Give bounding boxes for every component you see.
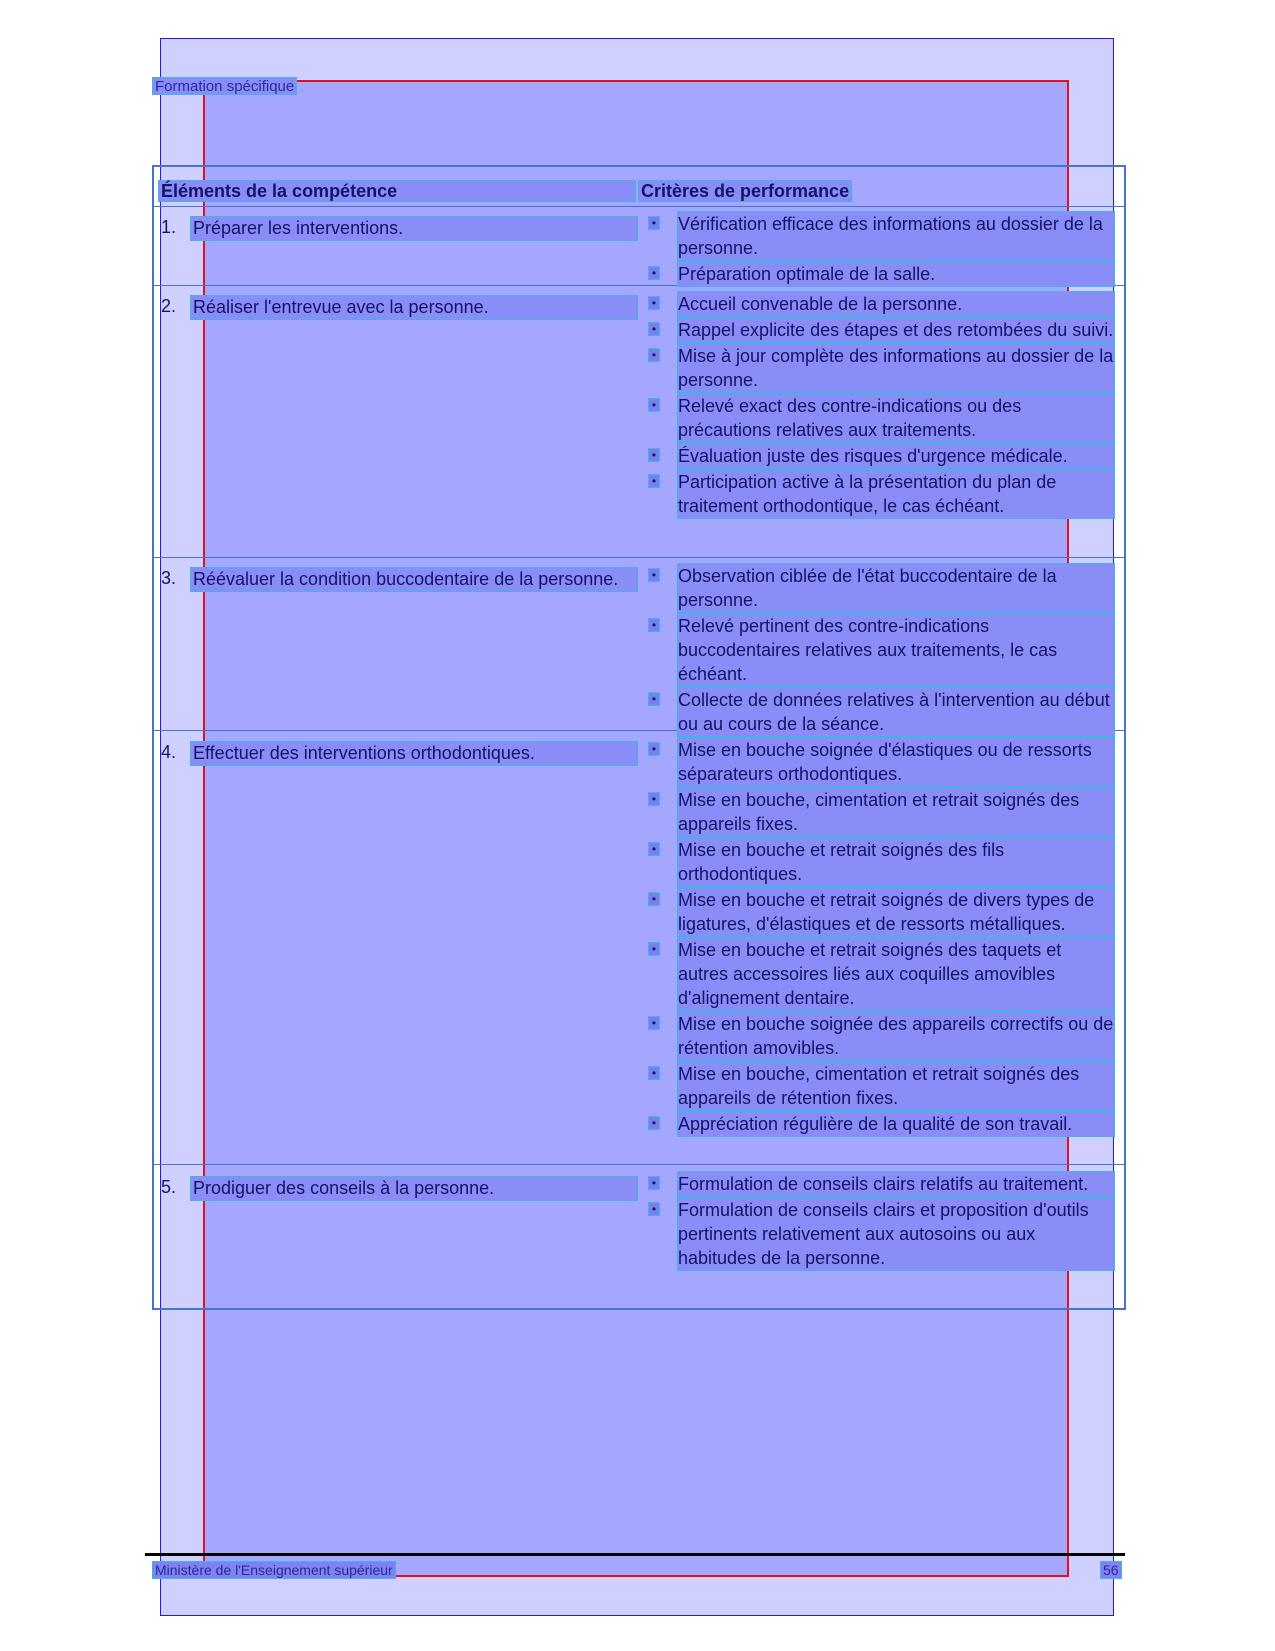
bullet-icon: • bbox=[648, 266, 660, 280]
row-divider bbox=[152, 1164, 1126, 1165]
criterion-text: Évaluation juste des risques d'urgence médicale. bbox=[678, 444, 1114, 468]
criterion-text: Rappel explicite des étapes et des retombées du suivi. bbox=[678, 320, 1114, 340]
criterion-text: Relevé pertinent des contre-indications buccodentaires relatives aux traitements, le cas échéant. bbox=[678, 614, 1114, 686]
criterion-item bbox=[648, 1172, 1114, 1196]
element-text: Effectuer des interventions orthodontiques. bbox=[190, 741, 638, 766]
criterion-text: Observation ciblée de l'état buccodentaire de la personne. bbox=[678, 564, 1114, 612]
row-divider bbox=[152, 557, 1126, 558]
header-elements: Éléments de la compétence bbox=[158, 180, 636, 202]
element-text: Réaliser l'entrevue avec la personne. bbox=[190, 295, 638, 320]
criterion-item bbox=[648, 838, 1114, 886]
row-divider bbox=[152, 206, 1126, 207]
element-text: Réévaluer la condition buccodentaire de la personne. bbox=[190, 567, 638, 592]
bullet-icon: • bbox=[648, 618, 660, 632]
bullet-icon: • bbox=[648, 942, 660, 956]
bullet-icon: • bbox=[648, 348, 660, 362]
bullet-icon: • bbox=[648, 1116, 660, 1130]
bullet-icon: • bbox=[648, 1202, 660, 1216]
criterion-text: Mise en bouche soignée d'élastiques ou de ressorts séparateurs orthodontiques. bbox=[678, 738, 1114, 786]
element-text: Préparer les interventions. bbox=[190, 216, 638, 241]
criterion-item bbox=[648, 344, 1114, 392]
criterion-item bbox=[648, 1062, 1114, 1110]
bullet-icon: • bbox=[648, 792, 660, 806]
criterion-text: Collecte de données relatives à l'intervention au début ou au cours de la séance. bbox=[678, 688, 1114, 736]
criterion-item bbox=[648, 688, 1114, 736]
criterion-item bbox=[648, 212, 1114, 260]
criterion-item bbox=[648, 1012, 1114, 1060]
bullet-icon: • bbox=[648, 322, 660, 336]
criterion-text: Mise en bouche et retrait soignés des taquets et autres accessoires liés aux coquilles amovibles d'alignement dentaire. bbox=[678, 938, 1114, 1010]
criterion-text: Formulation de conseils clairs et proposition d'outils pertinents relativement aux autosoins ou aux habitudes de la personne. bbox=[678, 1198, 1114, 1270]
criterion-text: Accueil convenable de la personne. bbox=[678, 292, 1114, 316]
criterion-text: Vérification efficace des informations au dossier de la personne. bbox=[678, 212, 1114, 260]
criterion-item bbox=[648, 738, 1114, 786]
criteria-list bbox=[648, 292, 1114, 520]
bullet-icon: • bbox=[648, 568, 660, 582]
bullet-icon: • bbox=[648, 892, 660, 906]
element-number: 5. bbox=[161, 1177, 177, 1197]
criteria-list bbox=[648, 1172, 1114, 1272]
criterion-item bbox=[648, 888, 1114, 936]
criterion-text: Appréciation régulière de la qualité de son travail. bbox=[678, 1112, 1114, 1136]
criteria-list bbox=[648, 738, 1114, 1138]
bullet-icon: • bbox=[648, 296, 660, 310]
element-number: 1. bbox=[161, 217, 177, 237]
footer-ministry: Ministère de l'Enseignement supérieur bbox=[152, 1561, 396, 1579]
header-criteria: Critères de performance bbox=[638, 180, 852, 202]
criterion-item bbox=[648, 292, 1114, 316]
criterion-text: Formulation de conseils clairs relatifs au traitement. bbox=[678, 1172, 1114, 1196]
element-number: 2. bbox=[161, 296, 177, 316]
element-number: 4. bbox=[161, 742, 177, 762]
criterion-item bbox=[648, 262, 1114, 286]
criterion-text: Relevé exact des contre-indications ou des précautions relatives aux traitements. bbox=[678, 394, 1114, 442]
criteria-list bbox=[648, 564, 1114, 738]
criterion-item bbox=[648, 1198, 1114, 1270]
criterion-item bbox=[648, 394, 1114, 442]
criterion-text: Participation active à la présentation du plan de traitement orthodontique, le cas échéant. bbox=[678, 470, 1114, 518]
criterion-text: Mise en bouche soignée des appareils correctifs ou de rétention amovibles. bbox=[678, 1014, 1114, 1058]
element-text: Prodiguer des conseils à la personne. bbox=[190, 1176, 638, 1201]
bullet-icon: • bbox=[648, 216, 660, 230]
criterion-item bbox=[648, 564, 1114, 612]
bullet-icon: • bbox=[648, 692, 660, 706]
bullet-icon: • bbox=[648, 842, 660, 856]
section-title: Formation spécifique bbox=[152, 77, 297, 95]
bullet-icon: • bbox=[648, 1016, 660, 1030]
page-number: 56 bbox=[1100, 1561, 1122, 1579]
bullet-icon: • bbox=[648, 1066, 660, 1080]
bullet-icon: • bbox=[648, 448, 660, 462]
criterion-item bbox=[648, 788, 1114, 836]
element-number: 3. bbox=[161, 568, 177, 588]
criterion-text: Mise en bouche, cimentation et retrait soignés des appareils fixes. bbox=[678, 788, 1114, 836]
criterion-text: Mise en bouche et retrait soignés des fils orthodontiques. bbox=[678, 838, 1114, 886]
criterion-item bbox=[648, 470, 1114, 518]
criterion-item bbox=[648, 444, 1114, 468]
criterion-item bbox=[648, 318, 1114, 342]
criteria-list bbox=[648, 212, 1114, 288]
criterion-text: Mise à jour complète des informations au dossier de la personne. bbox=[678, 346, 1114, 390]
bullet-icon: • bbox=[648, 398, 660, 412]
criterion-item bbox=[648, 1112, 1114, 1136]
footer-rule bbox=[145, 1553, 1125, 1556]
criterion-text: Mise en bouche, cimentation et retrait soignés des appareils de rétention fixes. bbox=[678, 1062, 1114, 1110]
criterion-item bbox=[648, 614, 1114, 686]
criterion-item bbox=[648, 938, 1114, 1010]
bullet-icon: • bbox=[648, 474, 660, 488]
criterion-text: Préparation optimale de la salle. bbox=[678, 262, 1114, 286]
bullet-icon: • bbox=[648, 1176, 660, 1190]
bullet-icon: • bbox=[648, 742, 660, 756]
criterion-text: Mise en bouche et retrait soignés de divers types de ligatures, d'élastiques et de ressorts métalliques. bbox=[678, 888, 1114, 936]
